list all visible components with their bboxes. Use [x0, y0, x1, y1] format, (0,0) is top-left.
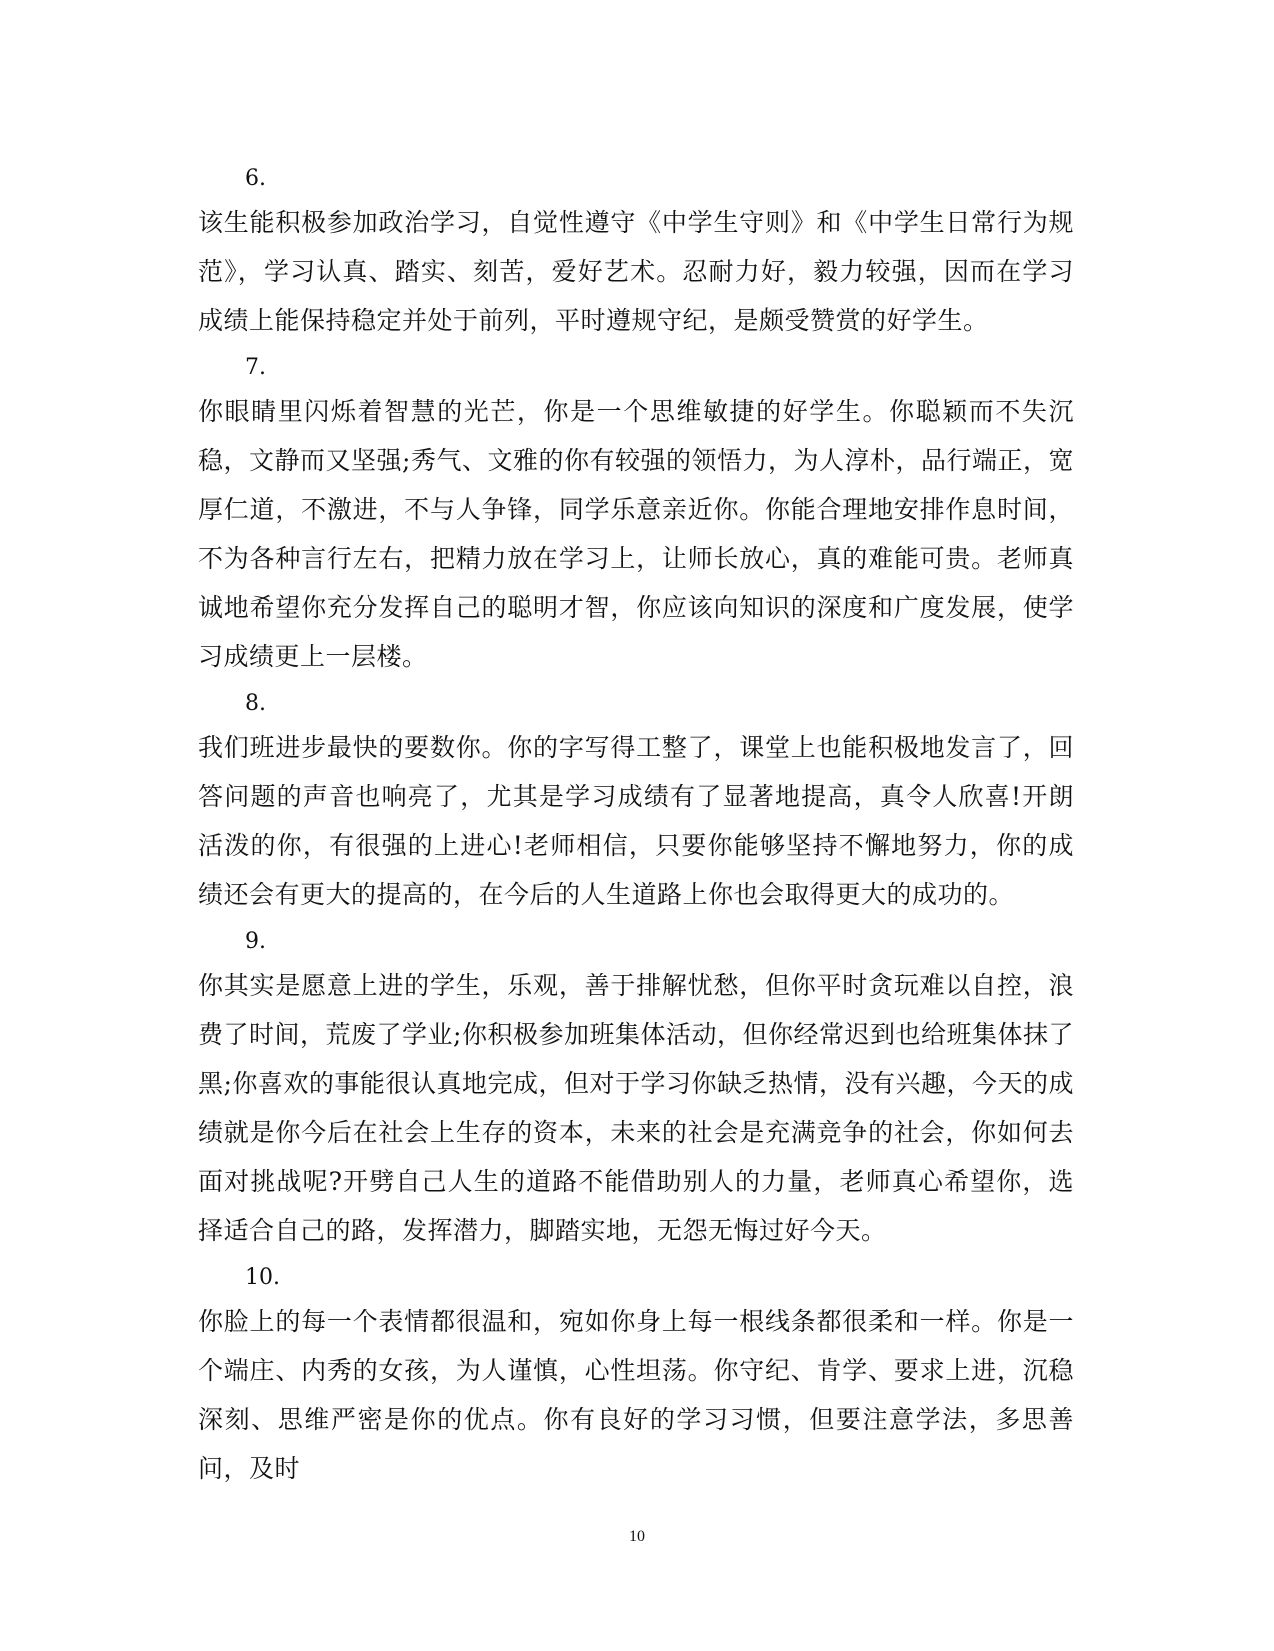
- comment-paragraph: 该生能积极参加政治学习，自觉性遵守《中学生守则》和《中学生日常行为规范》，学习认真、踏实、刻苦，爱好艺术。忍耐力好，毅力较强，因而在学习成绩上能保持稳定并处于前列，平时遵规守纪，是颇受赞赏的好学生。: [198, 208, 1074, 335]
- document-body: [198, 158, 1074, 1495]
- comment-paragraph: 你脸上的每一个表情都很温和，宛如你身上每一根线条都很柔和一样。你是一个端庄、内秀的女孩，为人谨慎，心性坦荡。你守纪、肯学、要求上进，沉稳深刻、思维严密是你的优点。你有良好的学习习惯，但要注意学法，多思善问，及时: [198, 1307, 1074, 1483]
- comment-paragraph: 我们班进步最快的要数你。你的字写得工整了，课堂上也能积极地发言了，回答问题的声音也响亮了，尤其是学习成绩有了显著地提高，真令人欣喜!开朗活泼的你，有很强的上进心!老师相信，只要你能够坚持不懈地努力，你的成绩还会有更大的提高的，在今后的人生道路上你也会取得更大的成功的。: [198, 733, 1074, 909]
- section-number: 7.: [245, 355, 266, 380]
- section-number: 9.: [245, 929, 266, 954]
- section-number: 8.: [245, 691, 266, 716]
- page-number: 10: [629, 1528, 645, 1545]
- section-number: 6.: [245, 166, 266, 191]
- section-number: 10.: [245, 1265, 280, 1290]
- comment-paragraph: 你眼睛里闪烁着智慧的光芒，你是一个思维敏捷的好学生。你聪颖而不失沉稳，文静而又坚强;秀气、文雅的你有较强的领悟力，为人淳朴，品行端正，宽厚仁道，不激进，不与人争锋，同学乐意亲近你。你能合理地安排作息时间，不为各种言行左右，把精力放在学习上，让师长放心，真的难能可贵。老师真诚地希望你充分发挥自己的聪明才智，你应该向知识的深度和广度发展，使学习成绩更上一层楼。: [198, 397, 1074, 671]
- comment-paragraph: 你其实是愿意上进的学生，乐观，善于排解忧愁，但你平时贪玩难以自控，浪费了时间，荒废了学业;你积极参加班集体活动，但你经常迟到也给班集体抹了黑;你喜欢的事能很认真地完成，但对于学习你缺乏热情，没有兴趣，今天的成绩就是你今后在社会上生存的资本，未来的社会是充满竞争的社会，你如何去面对挑战呢?开劈自己人生的道路不能借助别人的力量，老师真心希望你，选择适合自己的路，发挥潜力，脚踏实地，无怨无悔过好今天。: [198, 971, 1074, 1245]
